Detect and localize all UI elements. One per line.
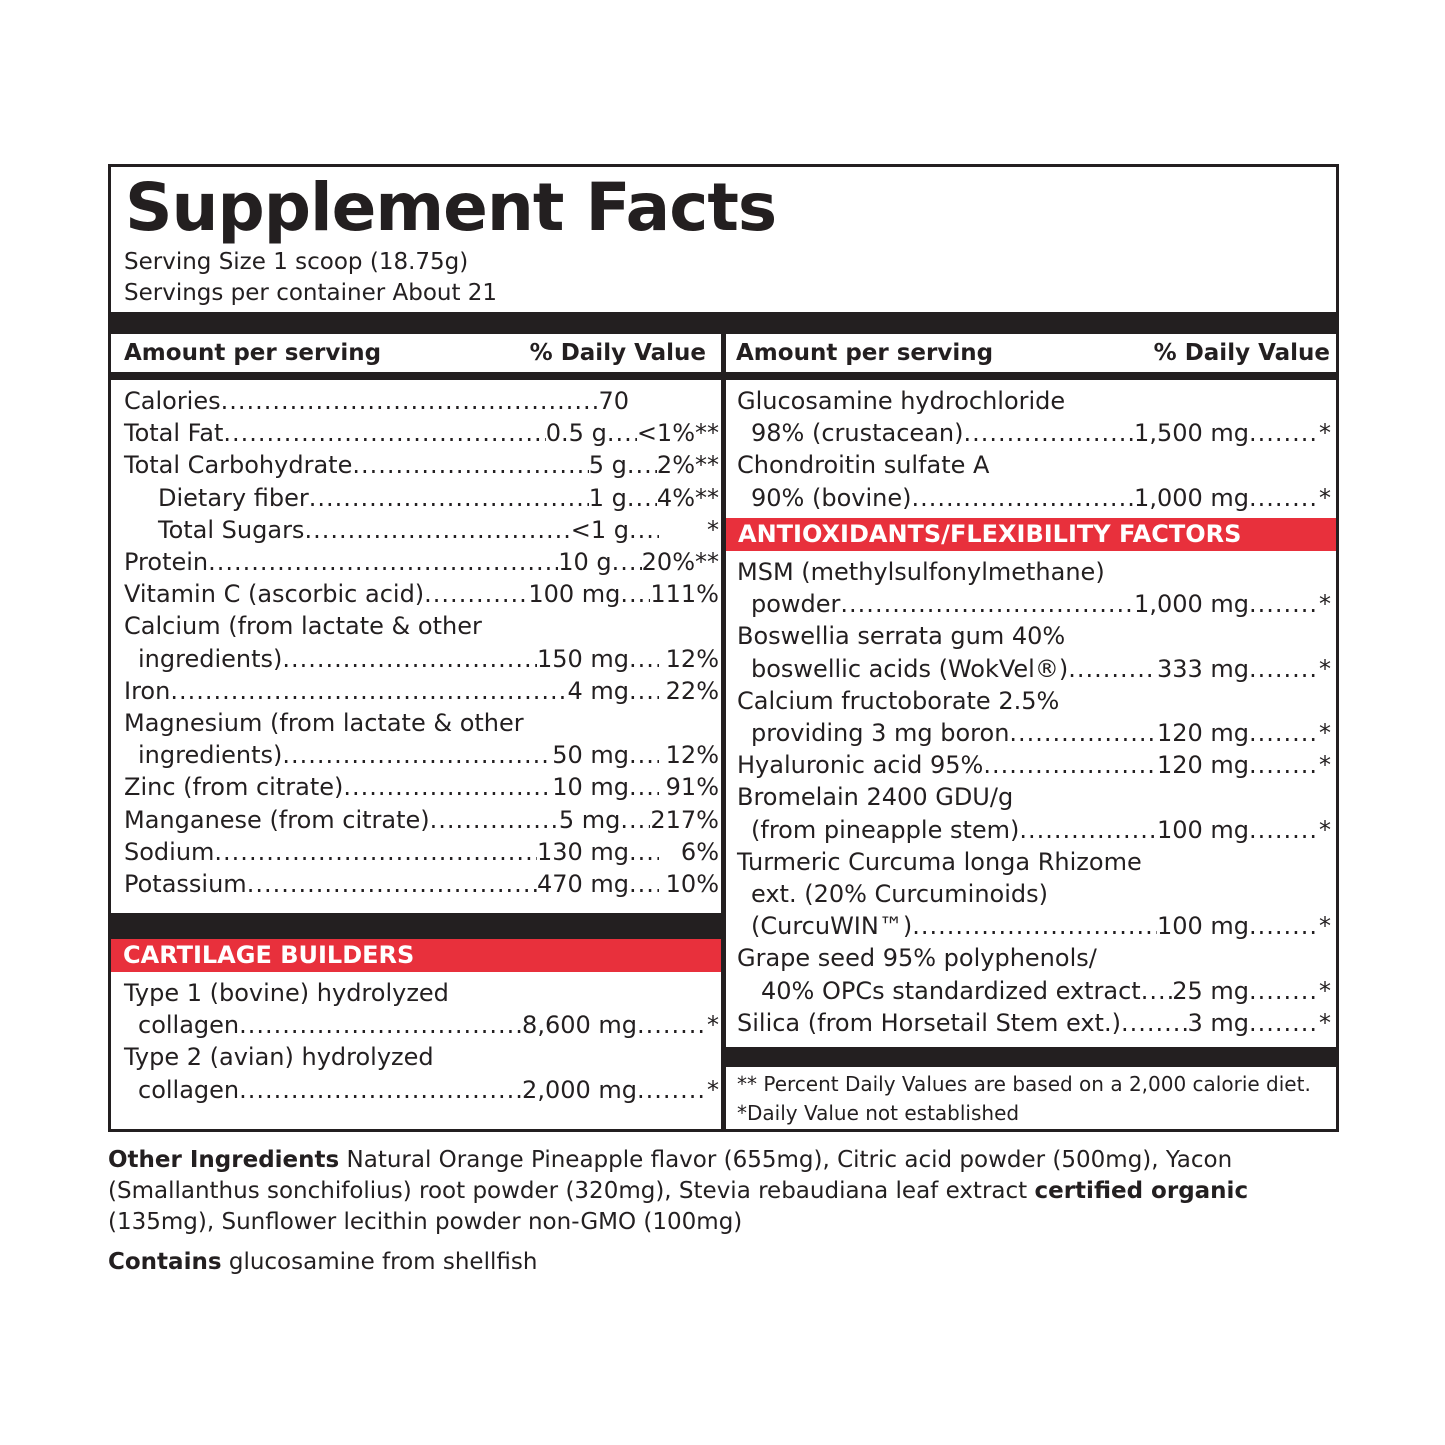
- antioxidant-row-amount: 100 mg: [1156, 815, 1249, 844]
- nutrient-row-name: Manganese (from citrate): [124, 805, 430, 834]
- dot-leader: [911, 482, 1134, 514]
- nutrient-row: [158, 514, 719, 546]
- footnote-not-established: *Daily Value not established: [737, 1101, 1020, 1125]
- dot-leader: [208, 546, 558, 578]
- dot-leader: [352, 449, 588, 481]
- dot-leader: [430, 804, 559, 836]
- nutrient-row-dv: 6%: [680, 837, 719, 866]
- nutrient-row-name: ingredients): [138, 741, 283, 770]
- dot-leader: [1121, 1007, 1188, 1039]
- dot-leader: [637, 1074, 707, 1106]
- left-column-header: [111, 334, 711, 374]
- nutrient-row-amount: <1 g: [570, 515, 629, 544]
- antioxidant-row-name: Turmeric Curcuma longa Rhizome: [737, 847, 1142, 876]
- compound-row: [737, 449, 1331, 481]
- antioxidant-row-dv: *: [1319, 719, 1331, 747]
- nutrient-row-amount: 130 mg: [536, 837, 629, 866]
- nutrient-row-amount: 5 g: [588, 451, 627, 480]
- dot-leader: [221, 385, 599, 417]
- dot-leader: [840, 588, 1134, 620]
- nutrient-row-name: Sodium: [124, 837, 215, 866]
- dot-leader: [1249, 975, 1319, 1007]
- servings-per-container: Servings per container About 21: [124, 280, 498, 306]
- nutrient-row-name: Total Carbohydrate: [124, 451, 353, 480]
- dot-leader: [170, 675, 567, 707]
- dot-leader: [627, 449, 657, 481]
- dot-leader: [620, 804, 650, 836]
- dot-leader: [629, 739, 659, 771]
- contains-text: glucosamine from shellfish: [221, 1249, 538, 1275]
- antioxidant-row-amount: 100 mg: [1156, 912, 1249, 941]
- dot-leader: [282, 643, 537, 675]
- nutrient-row-name: Total Fat: [124, 419, 224, 448]
- antioxidant-row: [751, 878, 1331, 910]
- nutrient-row: [124, 449, 719, 481]
- compound-row-dv: *: [1319, 419, 1331, 448]
- antioxidant-row: [751, 814, 1331, 846]
- cartilage-row-dv: *: [707, 1011, 719, 1040]
- dot-leader: [282, 739, 552, 771]
- dot-leader: [1249, 653, 1319, 685]
- other-ingredients: [108, 1145, 1348, 1238]
- left-amount-header: Amount per serving: [124, 340, 382, 366]
- dot-leader: [629, 771, 659, 803]
- nutrient-row-name: Total Sugars: [158, 515, 305, 544]
- dot-leader: [607, 417, 637, 449]
- dot-leader: [629, 836, 659, 868]
- dot-leader: [629, 868, 659, 900]
- antioxidant-row-dv: *: [1319, 815, 1331, 844]
- nutrient-row-amount: 10 mg: [552, 773, 629, 802]
- antioxidant-row-name: ext. (20% Curcuminoids): [751, 880, 1048, 908]
- certified-organic-text: certified organic: [1034, 1178, 1249, 1204]
- compound-row: [751, 482, 1331, 514]
- dot-leader: [627, 482, 657, 514]
- antioxidant-row-dv: *: [1319, 590, 1331, 619]
- compound-row-amount: 1,000 mg: [1134, 483, 1249, 512]
- nutrient-row-name: Calcium (from lactate & other: [124, 612, 482, 641]
- nutrient-row-amount: 150 mg: [536, 644, 629, 673]
- antioxidant-row-amount: 333 mg: [1156, 654, 1249, 683]
- cartilage-row: [124, 1041, 719, 1073]
- nutrient-row-amount: 10 g: [558, 548, 612, 576]
- cartilage-row: [138, 1074, 719, 1106]
- antioxidant-row-name: Hyaluronic acid 95%: [737, 751, 984, 780]
- dot-leader: [963, 417, 1134, 449]
- dot-leader: [1249, 482, 1319, 514]
- nutrient-row: [124, 804, 719, 836]
- nutrient-row-dv: *: [707, 515, 719, 544]
- antioxidant-row-dv: *: [1319, 654, 1331, 683]
- nutrient-row-amount: 70: [598, 387, 629, 415]
- antioxidant-row-amount: 25 mg: [1172, 976, 1249, 1005]
- nutrient-row-name: Magnesium (from lactate & other: [124, 709, 524, 737]
- dot-leader: [629, 643, 659, 675]
- dot-leader: [912, 910, 1157, 942]
- antioxidant-row: [737, 1007, 1331, 1039]
- nutrient-row: [124, 546, 719, 578]
- antioxidant-row-name: Grape seed 95% polyphenols/: [737, 944, 1097, 973]
- left-header-rule: [111, 372, 721, 380]
- right-header-rule: [726, 372, 1336, 380]
- nutrient-row-name: Iron: [124, 676, 171, 705]
- antioxidant-row-dv: *: [1319, 912, 1331, 941]
- dot-leader: [1249, 588, 1319, 620]
- dot-leader: [1249, 1007, 1319, 1039]
- nutrient-row: [124, 385, 719, 417]
- antioxidant-row-name: MSM (methylsulfonylmethane): [737, 558, 1105, 586]
- allergen-statement: [108, 1247, 1348, 1278]
- nutrient-row-amount: 1 g: [588, 483, 627, 512]
- compound-row-name: 90% (bovine): [751, 483, 912, 512]
- contains-label: Contains: [108, 1249, 222, 1275]
- dot-leader: [214, 836, 537, 868]
- dot-leader: [309, 482, 589, 514]
- nutrient-row-amount: 5 mg: [558, 805, 621, 834]
- cartilage-divider: [111, 913, 721, 939]
- nutrient-row: [124, 610, 719, 642]
- nutrient-row: [124, 417, 719, 449]
- nutrient-row: [124, 707, 719, 739]
- dot-leader: [1141, 975, 1173, 1007]
- nutrient-row-name: ingredients): [138, 644, 283, 673]
- antioxidant-row: [751, 653, 1331, 685]
- cartilage-row-dv: *: [707, 1075, 719, 1104]
- left-dv-header: % Daily Value: [529, 340, 706, 366]
- cartilage-row-name: collagen: [138, 1011, 240, 1040]
- other-ingredients-label: Other Ingredients: [108, 1147, 340, 1173]
- nutrient-row: [124, 675, 719, 707]
- nutrient-row-name: Zinc (from citrate): [124, 773, 344, 802]
- nutrient-row: [124, 578, 719, 610]
- compound-row: [737, 385, 1331, 417]
- dot-leader: [424, 578, 528, 610]
- nutrient-row-dv: 20%**: [641, 548, 719, 576]
- dot-leader: [637, 1009, 707, 1041]
- dot-leader: [1249, 717, 1319, 749]
- supplement-facts-panel: [108, 164, 1339, 1132]
- antioxidant-row: [737, 685, 1331, 717]
- dot-leader: [983, 749, 1157, 781]
- compound-row-dv: *: [1319, 483, 1331, 512]
- cartilage-row-name: Type 2 (avian) hydrolyzed: [124, 1043, 434, 1072]
- footnote-dv: ** Percent Daily Values are based on a 2,000 calorie diet.: [737, 1072, 1311, 1096]
- nutrient-row-dv: 2%**: [656, 451, 719, 480]
- antioxidant-row-amount: 120 mg: [1156, 719, 1249, 747]
- nutrient-row: [158, 482, 719, 514]
- nutrient-row-name: Calories: [124, 387, 221, 415]
- dot-leader: [239, 1009, 522, 1041]
- right-dv-header: % Daily Value: [1153, 340, 1330, 366]
- antioxidant-row-amount: 3 mg: [1187, 1008, 1249, 1037]
- dot-leader: [1249, 749, 1319, 781]
- antioxidant-row: [737, 846, 1331, 878]
- dot-leader: [1249, 910, 1319, 942]
- antioxidants-heading: ANTIOXIDANTS/FLEXIBILITY FACTORS: [726, 518, 1336, 551]
- nutrient-row-dv: 12%: [665, 741, 719, 770]
- footnote-divider: [726, 1047, 1336, 1067]
- cartilage-row-name: Type 1 (bovine) hydrolyzed: [124, 979, 449, 1007]
- dot-leader: [1019, 814, 1157, 846]
- antioxidant-row-name: powder: [751, 590, 841, 619]
- antioxidant-row-dv: *: [1319, 751, 1331, 780]
- dot-leader: [612, 546, 642, 578]
- column-divider: [721, 312, 726, 1129]
- antioxidant-row: [751, 588, 1331, 620]
- nutrient-row-name: Dietary fiber: [158, 483, 309, 512]
- antioxidant-row-name: Boswellia serrata gum 40%: [737, 622, 1066, 651]
- nutrient-row-amount: 100 mg: [528, 580, 621, 609]
- cartilage-row-name: collagen: [138, 1075, 240, 1104]
- nutrient-row-dv: 91%: [665, 773, 719, 802]
- nutrient-row-dv: 22%: [665, 676, 719, 705]
- right-amount-header: Amount per serving: [736, 340, 994, 366]
- panel-title: Supplement Facts: [125, 169, 777, 246]
- cartilage-row-amount: 2,000 mg: [522, 1075, 637, 1104]
- dot-leader: [629, 675, 659, 707]
- dot-leader: [223, 417, 545, 449]
- nutrient-row: [138, 739, 719, 771]
- dot-leader: [1249, 417, 1319, 449]
- nutrient-row-amount: 470 mg: [536, 870, 629, 898]
- antioxidant-row-name: boswellic acids (WokVel®): [751, 654, 1069, 683]
- nutrient-row-dv: 10%: [665, 870, 719, 898]
- antioxidant-row: [737, 942, 1331, 974]
- dot-leader: [1249, 814, 1319, 846]
- compound-row-amount: 1,500 mg: [1134, 419, 1249, 448]
- dot-leader: [247, 868, 537, 900]
- serving-size: Serving Size 1 scoop (18.75g): [124, 249, 469, 275]
- nutrient-row-dv: 4%**: [656, 483, 719, 512]
- antioxidant-row-name: Calcium fructoborate 2.5%: [737, 686, 1060, 715]
- antioxidant-row-dv: *: [1319, 1008, 1331, 1037]
- antioxidant-row-name: (from pineapple stem): [751, 815, 1020, 844]
- other-ingredients-text1: Natural Orange Pineapple flavor (655mg), Citric acid powder (500mg), Yacon (Smallanthus sonchifolius) root powder (320mg), Stevia rebaudiana leaf extract: [108, 1147, 1233, 1204]
- nutrient-row: [124, 836, 719, 868]
- serving-info: [124, 247, 497, 309]
- dot-leader: [239, 1074, 522, 1106]
- nutrient-row-dv: [659, 385, 719, 417]
- dot-leader: [343, 771, 552, 803]
- right-column-header: [726, 334, 1336, 374]
- compound-row-name: Glucosamine hydrochloride: [737, 387, 1066, 415]
- nutrient-row: [124, 868, 719, 900]
- cartilage-heading: CARTILAGE BUILDERS: [111, 939, 721, 972]
- dot-leader: [629, 514, 659, 546]
- antioxidant-row-name: 40% OPCs standardized extract: [761, 976, 1141, 1005]
- cartilage-row: [124, 977, 719, 1009]
- antioxidant-row-name: Bromelain 2400 GDU/g: [737, 783, 1014, 812]
- cartilage-row-amount: 8,600 mg: [522, 1011, 637, 1040]
- antioxidant-row-name: providing 3 mg boron: [751, 719, 1010, 747]
- antioxidant-row: [737, 620, 1331, 652]
- nutrient-row-dv: 12%: [665, 644, 719, 673]
- dot-leader: [1068, 653, 1157, 685]
- cartilage-row: [138, 1009, 719, 1041]
- antioxidant-row: [737, 749, 1331, 781]
- nutrient-row-amount: 4 mg: [567, 676, 629, 705]
- antioxidant-row: [737, 781, 1331, 813]
- antioxidant-row-name: (CurcuWIN™): [751, 912, 913, 941]
- nutrient-row: [124, 771, 719, 803]
- antioxidant-row: [761, 975, 1331, 1007]
- compound-row-name: 98% (crustacean): [751, 419, 964, 448]
- nutrient-row: [138, 643, 719, 675]
- dot-leader: [304, 514, 570, 546]
- dot-leader: [620, 578, 650, 610]
- nutrient-row-name: Vitamin C (ascorbic acid): [124, 580, 425, 609]
- dot-leader: [1009, 717, 1157, 749]
- nutrient-row-name: Potassium: [124, 870, 247, 898]
- compound-row-name: Chondroitin sulfate A: [737, 451, 990, 480]
- antioxidant-row-dv: *: [1319, 976, 1331, 1005]
- nutrient-row-dv: <1%**: [636, 419, 719, 448]
- nutrient-row-amount: 0.5 g: [545, 419, 607, 448]
- nutrient-row-name: Protein: [124, 548, 209, 576]
- antioxidant-row-amount: 1,000 mg: [1134, 590, 1249, 619]
- antioxidant-row-amount: 120 mg: [1156, 751, 1249, 780]
- antioxidant-row: [751, 910, 1331, 942]
- nutrient-row-dv: 111%: [650, 580, 719, 609]
- nutrient-row-amount: 50 mg: [552, 741, 629, 770]
- nutrient-row-dv: 217%: [650, 805, 719, 834]
- antioxidant-row: [751, 717, 1331, 749]
- ingredients-section: [108, 1145, 1348, 1278]
- antioxidant-row: [737, 556, 1331, 588]
- compound-row: [751, 417, 1331, 449]
- other-ingredients-text2: (135mg), Sunflower lecithin powder non-GMO (100mg): [108, 1209, 743, 1235]
- antioxidant-row-name: Silica (from Horsetail Stem ext.): [737, 1008, 1121, 1037]
